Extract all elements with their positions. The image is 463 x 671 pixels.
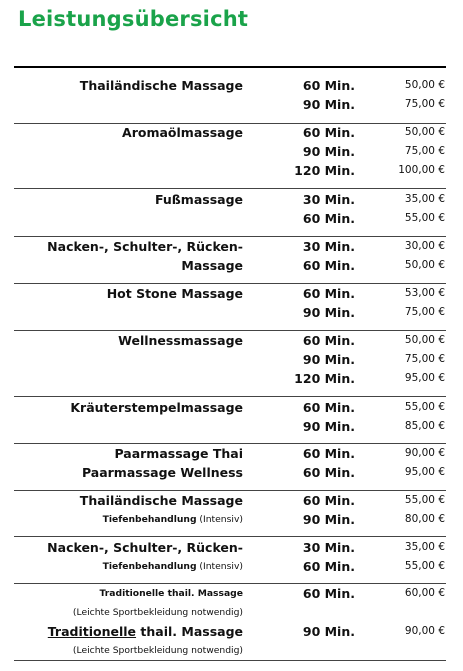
group-divider — [14, 660, 446, 661]
price-row — [0, 538, 463, 557]
price-row — [0, 641, 463, 660]
duration: 60 Min. — [302, 286, 355, 301]
price-row — [0, 510, 463, 529]
duration: 30 Min. — [302, 540, 355, 555]
service-name: Thailändische Massage — [79, 78, 243, 93]
service-name-rest: thail. Massage — [136, 624, 243, 639]
price-row — [0, 584, 463, 603]
service-name: Traditionelle thail. Massage — [99, 588, 243, 599]
service-name: Paarmassage Wellness — [81, 465, 243, 480]
duration: 90 Min. — [302, 352, 355, 367]
service-name-main: Tiefenbehandlung — [102, 561, 197, 572]
service-name: Wellnessmassage — [118, 333, 243, 348]
duration: 30 Min. — [302, 192, 355, 207]
price: 80,00 € — [404, 513, 445, 525]
page-title: Leistungsübersicht — [18, 7, 249, 31]
price-row — [0, 603, 463, 622]
price-row — [0, 209, 463, 228]
duration: 90 Min. — [302, 512, 355, 527]
price-row — [0, 190, 463, 209]
service-name-underlined: Traditionelle — [47, 624, 137, 639]
price-row — [0, 350, 463, 369]
price: 75,00 € — [404, 306, 445, 318]
price: 95,00 € — [404, 466, 445, 478]
price: 60,00 € — [404, 587, 445, 599]
duration: 60 Min. — [302, 211, 355, 226]
group-divider — [14, 396, 446, 397]
service-note: (Leichte Sportbekleidung notwendig) — [72, 645, 243, 656]
price: 55,00 € — [404, 560, 445, 572]
service-name-suffix: (Intensiv) — [196, 561, 243, 572]
duration: 60 Min. — [302, 493, 355, 508]
service-name: Paarmassage Thai — [114, 446, 243, 461]
duration: 60 Min. — [302, 559, 355, 574]
price-row — [0, 237, 463, 256]
service-name: Hot Stone Massage — [106, 286, 243, 301]
duration: 90 Min. — [302, 97, 355, 112]
duration: 60 Min. — [302, 258, 355, 273]
service-name: Fußmassage — [154, 192, 243, 207]
price-row — [0, 463, 463, 482]
duration: 90 Min. — [302, 624, 355, 639]
price: 100,00 € — [398, 164, 445, 176]
duration: 60 Min. — [302, 333, 355, 348]
duration: 60 Min. — [302, 586, 355, 601]
service-name: Kräuterstempelmassage — [70, 400, 243, 415]
price-row — [0, 491, 463, 510]
price: 95,00 € — [404, 372, 445, 384]
price: 90,00 € — [404, 447, 445, 459]
price-row — [0, 369, 463, 388]
price-row — [0, 417, 463, 436]
price: 50,00 € — [404, 334, 445, 346]
price-row — [0, 76, 463, 95]
service-name: Massage — [181, 258, 243, 273]
duration: 60 Min. — [302, 78, 355, 93]
service-name-main: Tiefenbehandlung — [102, 514, 197, 525]
price-row — [0, 284, 463, 303]
price-row — [0, 123, 463, 142]
duration: 60 Min. — [302, 125, 355, 140]
group-divider — [14, 536, 446, 537]
price: 85,00 € — [404, 420, 445, 432]
price-row — [0, 622, 463, 641]
price-row — [0, 398, 463, 417]
service-name: Nacken-, Schulter-, Rücken- — [47, 540, 243, 555]
price: 55,00 € — [404, 212, 445, 224]
price: 55,00 € — [404, 401, 445, 413]
price-row — [0, 557, 463, 576]
service-name: Thailändische Massage — [79, 493, 243, 508]
price-row — [0, 142, 463, 161]
service-name: Aromaölmassage — [122, 125, 243, 140]
service-name — [103, 557, 243, 576]
price: 75,00 € — [404, 98, 445, 110]
duration: 60 Min. — [302, 465, 355, 480]
price-row — [0, 303, 463, 322]
price: 35,00 € — [404, 193, 445, 205]
service-note: (Leichte Sportbekleidung notwendig) — [72, 607, 243, 618]
price: 90,00 € — [404, 625, 445, 637]
duration: 90 Min. — [302, 305, 355, 320]
duration: 60 Min. — [302, 400, 355, 415]
service-name — [48, 622, 243, 641]
duration: 90 Min. — [302, 144, 355, 159]
price: 53,00 € — [404, 287, 445, 299]
duration: 90 Min. — [302, 419, 355, 434]
price-row — [0, 256, 463, 275]
price: 55,00 € — [404, 494, 445, 506]
price-row — [0, 331, 463, 350]
price-row — [0, 161, 463, 180]
price: 50,00 € — [404, 79, 445, 91]
service-name: Nacken-, Schulter-, Rücken- — [47, 239, 243, 254]
price: 35,00 € — [404, 541, 445, 553]
header-rule — [14, 66, 446, 68]
price-row — [0, 95, 463, 114]
price: 75,00 € — [404, 353, 445, 365]
price: 50,00 € — [404, 259, 445, 271]
price: 75,00 € — [404, 145, 445, 157]
price-row — [0, 444, 463, 463]
duration: 30 Min. — [302, 239, 355, 254]
duration: 120 Min. — [294, 163, 355, 178]
price: 50,00 € — [404, 126, 445, 138]
group-divider — [14, 188, 446, 189]
duration: 120 Min. — [294, 371, 355, 386]
duration: 60 Min. — [302, 446, 355, 461]
service-name — [103, 510, 243, 529]
price: 30,00 € — [404, 240, 445, 252]
service-name-suffix: (Intensiv) — [196, 514, 243, 525]
